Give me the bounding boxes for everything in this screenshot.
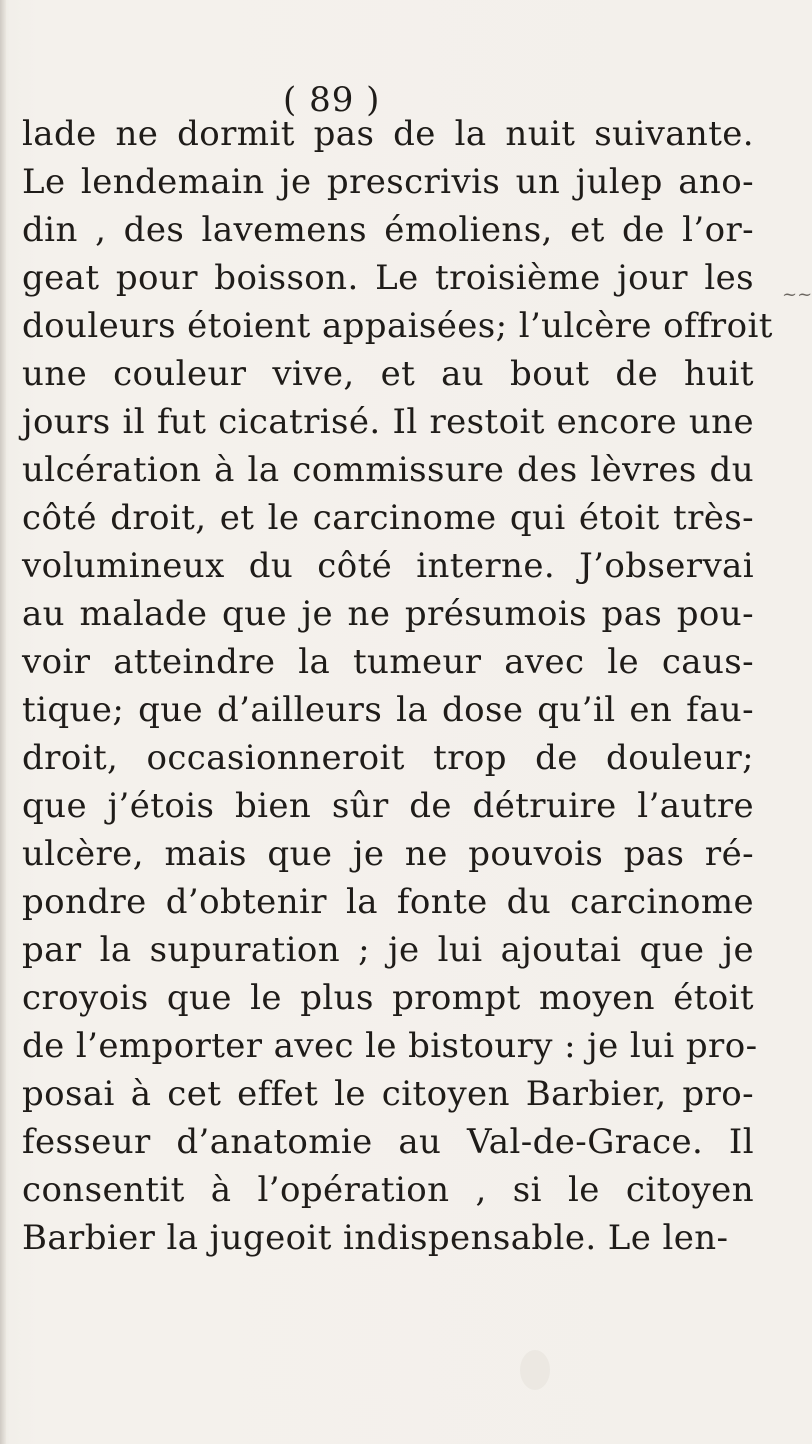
- body-text: [22, 110, 782, 1262]
- text-line: tique; que d’ailleurs la dose qu’il en fau-: [22, 690, 754, 730]
- text-line: Barbier la jugeoit indispensable. Le len-: [22, 1218, 729, 1258]
- text-line: fesseur d’anatomie au Val-de-Grace. Il: [22, 1122, 754, 1162]
- text-line: douleurs étoient appaisées; l’ulcère offroit: [22, 306, 773, 346]
- page-left-edge: [0, 0, 6, 1444]
- text-line: consentit à l’opération , si le citoyen: [22, 1170, 754, 1210]
- text-line: lade ne dormit pas de la nuit suivante.: [22, 114, 754, 154]
- text-line: ulcère, mais que je ne pouvois pas ré-: [22, 834, 754, 874]
- text-line: voir atteindre la tumeur avec le caus-: [22, 642, 754, 682]
- text-line: volumineux du côté interne. J’observai: [22, 546, 754, 586]
- paper-stain: [520, 1350, 550, 1390]
- text-line: croyois que le plus prompt moyen étoit: [22, 978, 754, 1018]
- text-line: de l’emporter avec le bistoury : je lui pro-: [22, 1026, 758, 1066]
- text-line: au malade que je ne présumois pas pou-: [22, 594, 754, 634]
- page-number: ( 89 ): [283, 80, 381, 120]
- text-line: geat pour boisson. Le troisième jour les: [22, 258, 754, 298]
- text-line: jours il fut cicatrisé. Il restoit encore une: [22, 402, 754, 442]
- text-line: posai à cet effet le citoyen Barbier, pro-: [22, 1074, 754, 1114]
- text-line: pondre d’obtenir la fonte du carcinome: [22, 882, 754, 922]
- text-line: côté droit, et le carcinome qui étoit très-: [22, 498, 754, 538]
- text-line: din , des lavemens émoliens, et de l’or-: [22, 210, 754, 250]
- text-line: une couleur vive, et au bout de huit: [22, 354, 754, 394]
- margin-mark: ~~: [782, 284, 812, 305]
- text-line: Le lendemain je prescrivis un julep ano-: [22, 162, 754, 202]
- text-line: droit, occasionneroit trop de douleur;: [22, 738, 754, 778]
- text-line: par la supuration ; je lui ajoutai que je: [22, 930, 754, 970]
- text-line: que j’étois bien sûr de détruire l’autre: [22, 786, 754, 826]
- text-line: ulcération à la commissure des lèvres du: [22, 450, 754, 490]
